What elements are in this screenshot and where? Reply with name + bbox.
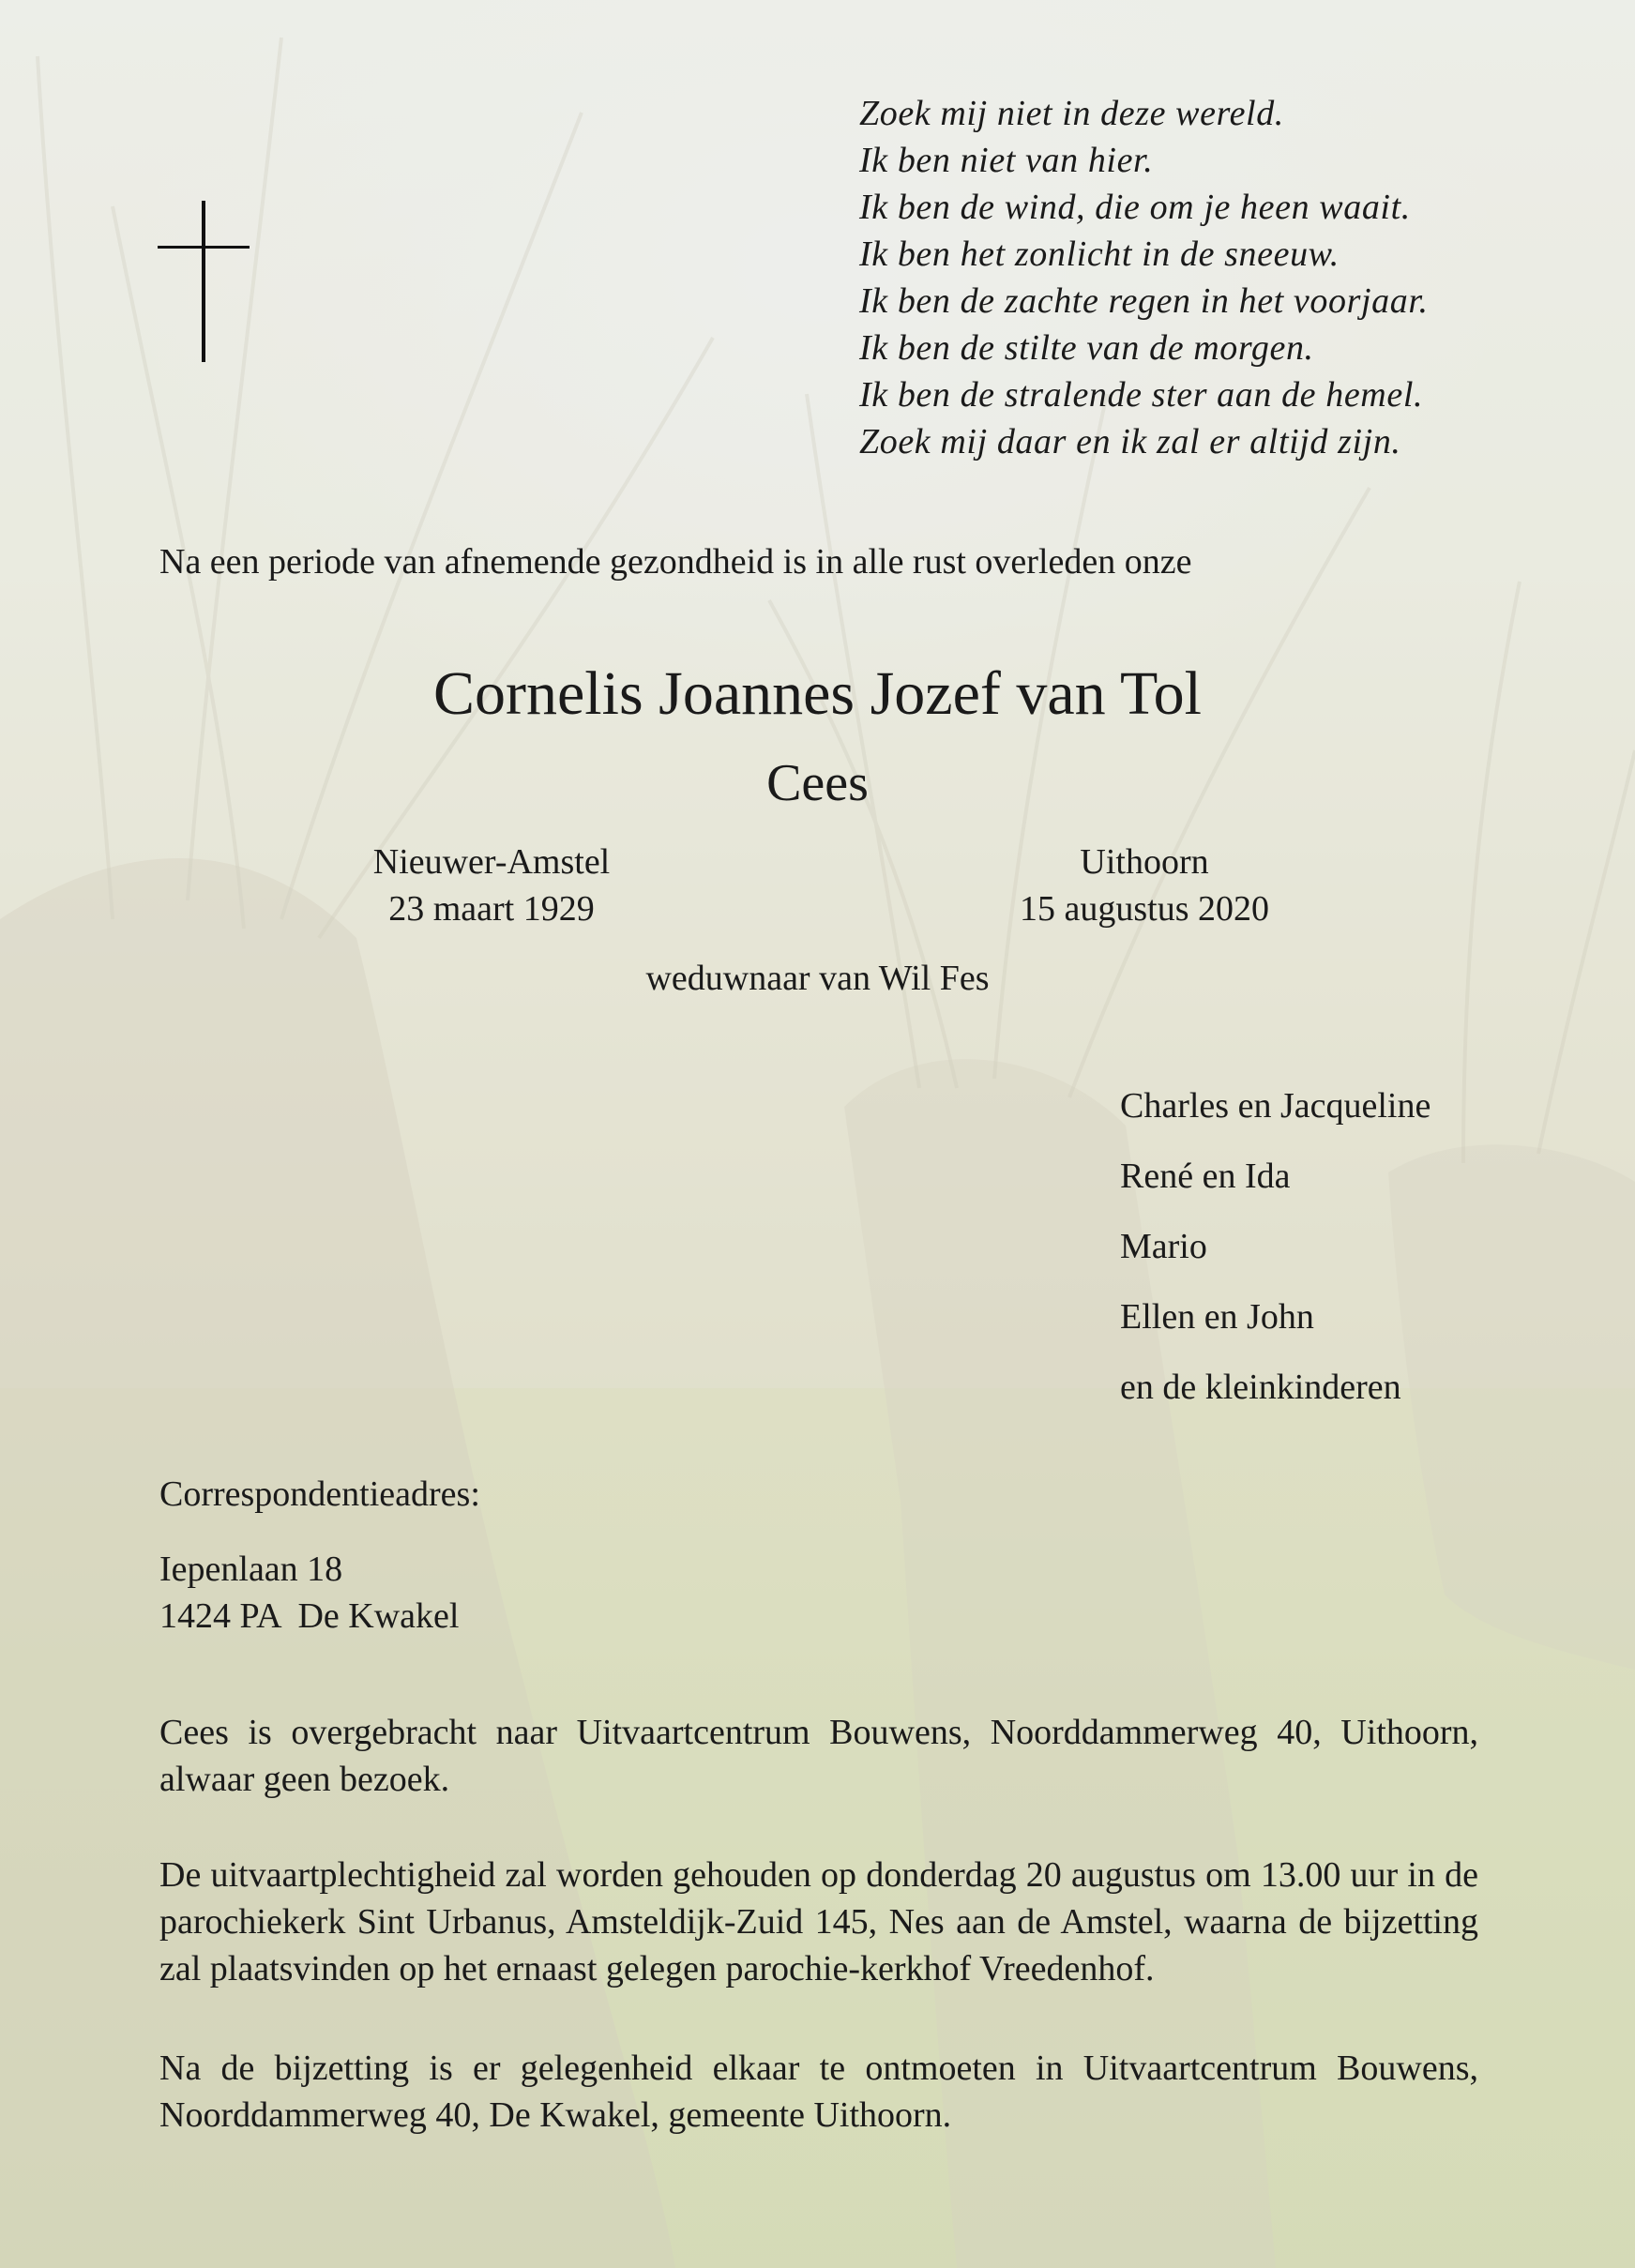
family-list	[1120, 1071, 1431, 1423]
family-member: Ellen en John	[1120, 1297, 1314, 1337]
poem-line: Zoek mij daar en ik zal er altijd zijn.	[859, 422, 1401, 461]
poem-line: Zoek mij niet in deze wereld.	[859, 94, 1284, 133]
birth-place: Nieuwer-Amstel	[372, 842, 611, 882]
cross-icon	[158, 201, 250, 362]
poem-line: Ik ben de stilte van de morgen.	[859, 328, 1314, 368]
poem-line: Ik ben het zonlicht in de sneeuw.	[859, 234, 1340, 274]
address-city: 1424 PA De Kwakel	[159, 1596, 460, 1636]
poem-line: Ik ben de zachte regen in het voorjaar.	[859, 281, 1429, 321]
poem-line: Ik ben de stralende ster aan de hemel.	[859, 375, 1424, 415]
deceased-full-name: Cornelis Joannes Jozef van Tol	[432, 659, 1202, 728]
poem-line: Ik ben niet van hier.	[859, 141, 1154, 180]
death-place: Uithoorn	[1080, 842, 1209, 882]
gathering-paragraph: Na de bijzetting is er gelegenheid elkaar te ontmoeten in Uitvaartcentrum Bouwens, Noorddammerweg 40, De Kwakel, gemeente Uithoorn.	[159, 2049, 1478, 2135]
address-street: Iepenlaan 18	[159, 1550, 343, 1589]
death-date: 15 augustus 2020	[1020, 889, 1269, 929]
family-member: Mario	[1120, 1227, 1207, 1266]
ceremony-paragraph: De uitvaartplechtigheid zal worden gehouden op donderdag 20 augustus om 13.00 uur in de parochiekerk Sint Urbanus, Amsteldijk-Zuid 145, Nes aan de Amstel, waarna de bijzetting zal plaatsvinden op het ernaast gelegen parochie-kerkhof Vreedenhof.	[159, 1855, 1478, 1988]
poem	[859, 90, 1429, 465]
birth-date: 23 maart 1929	[388, 889, 595, 929]
transfer-paragraph: Cees is overgebracht naar Uitvaartcentrum Bouwens, Noorddammerweg 40, Uithoorn, alwaar geen bezoek.	[159, 1713, 1478, 1799]
correspondence-label: Correspondentieadres:	[159, 1474, 480, 1514]
intro-text: Na een periode van afnemende gezondheid is in alle rust overleden onze	[159, 542, 1192, 582]
spouse-line: weduwnaar van Wil Fes	[645, 959, 990, 998]
birth-info	[210, 839, 773, 932]
family-member: Charles en Jacqueline	[1120, 1086, 1431, 1126]
family-member: en de kleinkinderen	[1120, 1368, 1401, 1407]
deceased-nickname: Cees	[766, 754, 869, 812]
family-member: René en Ida	[1120, 1157, 1291, 1196]
poem-line: Ik ben de wind, die om je heen waait.	[859, 188, 1411, 227]
death-info	[863, 839, 1426, 932]
correspondence-address	[159, 1546, 459, 1640]
